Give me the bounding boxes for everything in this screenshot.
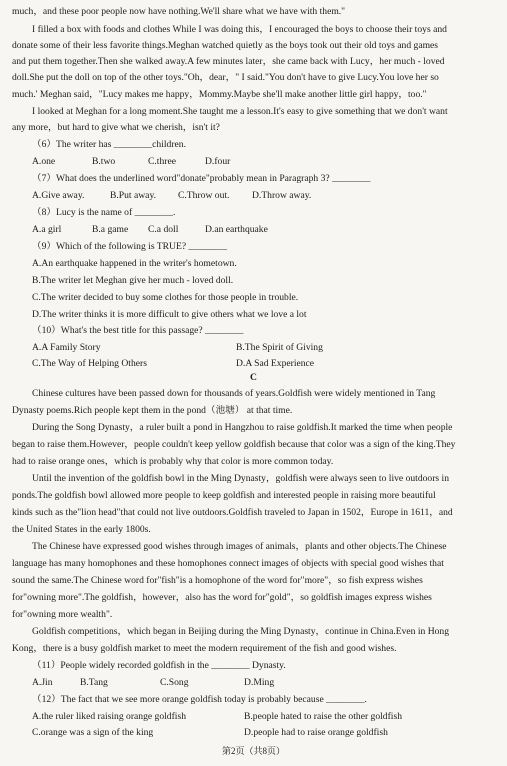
option: C.orange was a sign of the king [32,727,154,738]
option: A.a girl [32,224,62,235]
option: C.The writer decided to buy some clothes for those people in trouble. [32,292,299,303]
option: A.Jin [32,677,53,688]
option: A.A Family Story [32,342,101,353]
passage-line: Until the invention of the goldfish bowl in the Ming Dynasty，goldfish were always seen to live outdoors in [32,473,450,484]
passage-line: doll.She put the doll on top of the other toys."Oh，dear，" I said."You don't have to give Lucy.You love her so [12,72,439,83]
page-footer: 第2页（共8页） [221,746,285,756]
passage-line: donate some of their less favorite things.Meghan watched quietly as the boys took out their old toys and games [12,40,439,51]
passage-line: the United States in the early 1800s. [12,524,151,535]
passage-line: much，and these poor people now have nothing.We'll share what we have with them." [12,6,346,17]
question-9: （9）Which of the following is TRUE? ________ [32,241,227,252]
question-12: （12）The fact that we see more orange goldfish today is probably because ________. [32,694,367,705]
passage-line: Kong，there is a busy goldfish market to meet the modern requirement of the fish and good wishes. [12,643,397,654]
question-6: （6）The writer has ________children. [32,139,186,150]
option: C.Throw out. [178,190,230,201]
option: D.The writer thinks it is more difficult to give others what we love a lot [32,309,307,320]
passage-line: began to raise them.However，people couldn't keep yellow goldfish because that color was a sign of the king.They [12,439,456,450]
option: B.Tang [80,677,108,688]
section-heading: C [250,372,257,383]
option: D.people had to raise orange goldfish [244,727,388,738]
option: A.An earthquake happened in the writer's hometown. [32,258,237,269]
option: C.The Way of Helping Others [32,358,147,369]
passage-line: I filled a box with foods and clothes While I was doing this，I encouraged the boys to choose their toys and [32,24,447,35]
passage-line: any more，but hard to give what we cherish，isn't it? [12,122,220,133]
passage-line: much.' Meghan said，"Lucy makes me happy，Mommy.Maybe she'll make another little girl happy，too." [12,89,427,100]
option: D.four [205,156,231,167]
question-11: （11）People widely recorded goldfish in the ________ Dynasty. [32,660,286,671]
option: B.Put away. [110,190,157,201]
question-8: （8）Lucy is the name of ________. [32,207,176,218]
passage-line: The Chinese have expressed good wishes through images of animals，plants and other objects.The Chinese [32,541,447,552]
option: B.people hated to raise the other goldfish [244,711,402,722]
passage-line: Dynasty poems.Rich people kept them in the pond（池塘） at that time. [12,405,293,416]
option: A.one [32,156,56,167]
option: A.the ruler liked raising orange goldfish [32,711,186,722]
passage-line: kinds such as the"lion head"that could not live outdoors.Goldfish traveled to Japan in 1502，Europe in 1611，and [12,507,453,518]
passage-line: and put them together.Then she walked away.A few minutes later，she came back with Lucy，her much - loved [12,56,445,67]
option: C.Song [160,677,189,688]
option: D.A Sad Experience [236,358,315,369]
option: A.Give away. [32,190,85,201]
passage-line: language has many homophones and these homophones connect images of objects with special good wishes that [12,558,444,569]
passage-line: for"owning more wealth". [12,609,113,620]
passage-line: had to raise orange ones，which is probably why that color is more common today. [12,456,334,467]
option: B.a game [92,224,129,235]
passage-line: Chinese cultures have been passed down for thousands of years.Goldfish were widely mentioned in Tang [32,388,436,399]
option: D.Ming [244,677,275,688]
option: D.Throw away. [252,190,312,201]
option: D.an earthquake [205,224,268,235]
passage-line: for"owning more".The goldfish，however，also has the word for"gold"，so goldfish images express wishes [12,592,432,603]
question-10: （10）What's the best title for this passage? ________ [32,325,244,336]
passage-line: sound the same.The Chinese word for"fish"is a homophone of the word for"more"，so fish express wishes [12,575,423,586]
option: C.a doll [148,224,179,235]
question-7: （7）What does the underlined word"donate"probably mean in Paragraph 3? ________ [32,173,371,184]
option: B.The Spirit of Giving [236,342,323,353]
passage-line: ponds.The goldfish bowl allowed more people to keep goldfish and interested people in raising more beautiful [12,490,436,501]
passage-line: During the Song Dynasty，a ruler built a pond in Hangzhou to raise goldfish.It marked the time when people [32,422,453,433]
passage-line: Goldfish competitions，which began in Beijing during the Ming Dynasty，continue in China.Even in Hong [32,626,450,637]
passage-line: I looked at Meghan for a long moment.She taught me a lesson.It's easy to give something that we don't want [32,106,448,117]
option: B.The writer let Meghan give her much - loved doll. [32,275,234,286]
option: C.three [148,156,176,167]
option: B.two [92,156,116,167]
